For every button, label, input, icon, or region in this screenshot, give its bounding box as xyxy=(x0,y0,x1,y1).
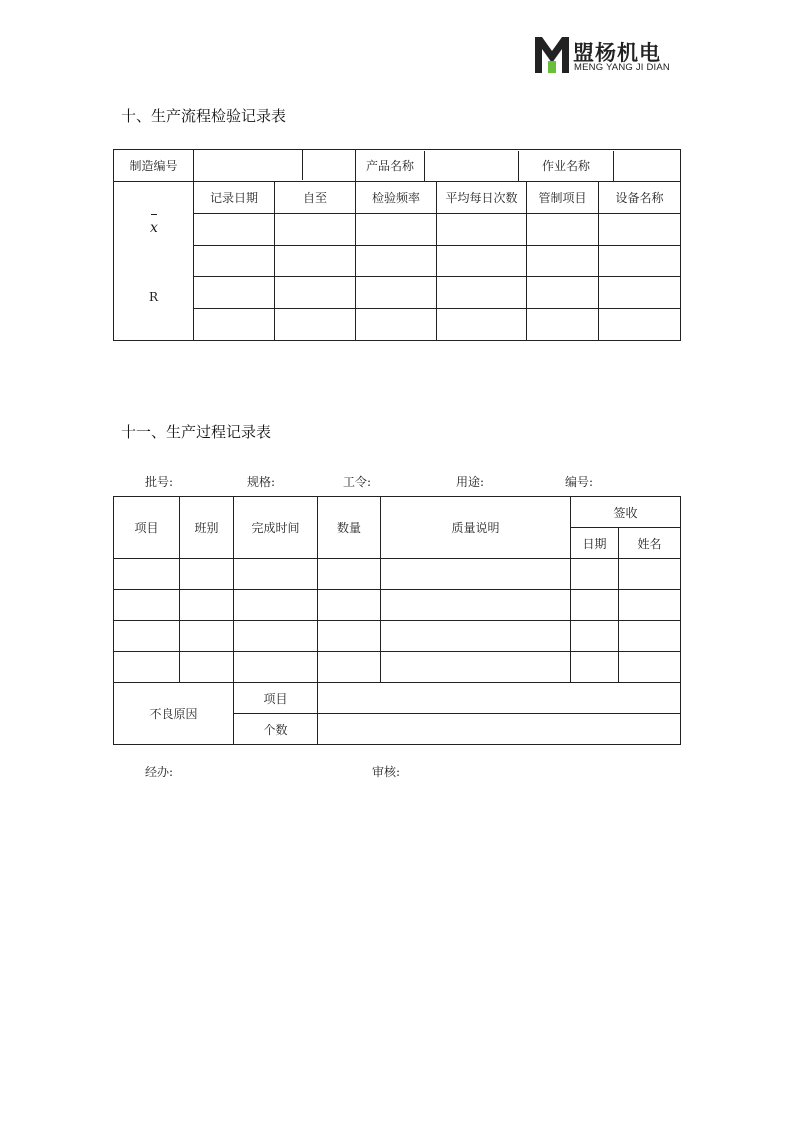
table-row xyxy=(114,621,681,652)
usage-label: 用途: xyxy=(456,475,485,489)
defect-item-label: 项目 xyxy=(234,683,318,714)
code-label: 编号: xyxy=(565,475,594,489)
col-signoff: 签收 xyxy=(571,497,681,528)
process-record-table xyxy=(113,496,681,745)
table-row xyxy=(114,652,681,683)
r-label: R xyxy=(149,290,159,304)
mfg-no-label: 制造编号 xyxy=(114,150,194,182)
brand-logo-icon xyxy=(535,37,569,73)
table-row xyxy=(114,213,681,245)
col-item: 项目 xyxy=(114,497,180,559)
col-signoff-date: 日期 xyxy=(571,528,619,559)
reviewer-label: 审核: xyxy=(372,765,401,779)
handler-label: 经办: xyxy=(145,765,174,779)
spec-label: 规格: xyxy=(247,475,276,489)
x-bar-label: x xyxy=(150,220,158,236)
defect-item-value[interactable] xyxy=(318,683,681,714)
brand-name-en: MENG YANG JI DIAN xyxy=(574,62,670,73)
col-daily-avg: 平均每日次数 xyxy=(437,182,527,214)
col-from-to: 自至 xyxy=(275,182,356,214)
defect-reason-label: 不良原因 xyxy=(114,683,234,745)
section11-title: 十一、生产过程记录表 xyxy=(121,423,272,441)
job-name-value[interactable] xyxy=(614,151,680,181)
col-shift: 班别 xyxy=(180,497,234,559)
batch-label: 批号: xyxy=(145,475,174,489)
col-equipment-name: 设备名称 xyxy=(599,182,681,214)
defect-count-label: 个数 xyxy=(234,714,318,745)
inspection-record-table xyxy=(113,149,681,341)
product-name-value[interactable] xyxy=(425,151,519,181)
table-row xyxy=(114,590,681,621)
col-record-date: 记录日期 xyxy=(194,182,275,214)
section10-title: 十、生产流程检验记录表 xyxy=(121,107,287,125)
row-label-cell xyxy=(114,182,194,341)
defect-count-value[interactable] xyxy=(318,714,681,745)
table-row xyxy=(114,309,681,341)
product-job-cells xyxy=(356,150,681,182)
col-signoff-name: 姓名 xyxy=(619,528,681,559)
order-label: 工令: xyxy=(343,475,372,489)
table-row xyxy=(114,245,681,277)
brand-logo xyxy=(535,37,675,75)
col-control-item: 管制项目 xyxy=(527,182,599,214)
col-quantity: 数量 xyxy=(318,497,381,559)
product-name-label: 产品名称 xyxy=(356,151,425,181)
brand-name-cn: 盟杨机电 xyxy=(573,41,661,65)
mfg-no-value[interactable] xyxy=(194,150,356,182)
table-row xyxy=(114,277,681,309)
col-finish-time: 完成时间 xyxy=(234,497,318,559)
col-frequency: 检验频率 xyxy=(356,182,437,214)
table-row xyxy=(114,559,681,590)
job-name-label: 作业名称 xyxy=(519,151,614,181)
col-quality-note: 质量说明 xyxy=(381,497,571,559)
